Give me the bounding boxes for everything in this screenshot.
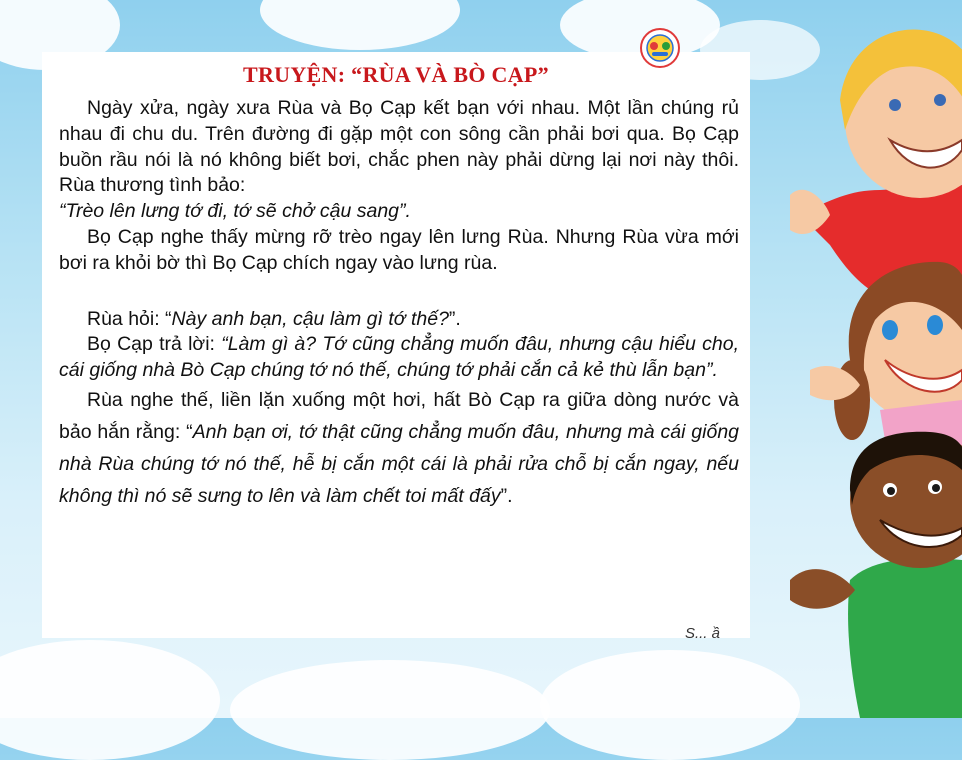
paragraph-3 (59, 307, 739, 333)
quote-turtle-offer: “Trèo lên lưng tớ đi, tớ sẽ chở cậu sang”. (59, 200, 411, 223)
quote-turtle-reply: Anh bạn ơi, tớ thật cũng chẳng muốn đâu, nhưng mà cái giống nhà Rùa chúng tớ nó thế, hễ bị cắn một cái là phải rửa chỗ bị cắn ngay, nếu không thì nó sẽ sưng to lên và làm chết toi mất đấy (59, 420, 740, 507)
p3-lead: Rùa hỏi: “ (87, 307, 172, 330)
paragraph-4 (59, 332, 739, 384)
story-body (59, 96, 739, 512)
p5-tail: ”. (500, 484, 513, 507)
quote-turtle-question: Này anh bạn, cậu làm gì tớ thế? (171, 307, 449, 330)
paragraph-5 (59, 384, 739, 512)
cartoon-kids-illustration (770, 0, 962, 718)
p3-tail: ”. (448, 307, 461, 330)
quote-scorpion-answer: “Làm gì à? Tớ cũng chẳng muốn đâu, nhưng cậu hiểu cho, cái giống nhà Bò Cạp chúng tớ nó thế, chúng tớ phải cắn cả kẻ thù lẫn bạn”. (59, 333, 739, 382)
p5-lead: Rùa nghe thế, liền lặn xuống một hơi, hất Bò Cạp ra giữa dòng nước và bảo hắn rằng: “ (59, 388, 739, 443)
paragraph-1-text: Ngày xửa, ngày xưa Rùa và Bọ Cạp kết bạn với nhau. Một lần chúng rủ nhau đi chu du. Trên đường đi gặp một con sông cần phải bơi qua. Bọ Cạp buồn rầu nói là nó không biết bơi, chắc phen này phải dừng lại nơi này thôi. Rùa thương tình bảo: (59, 97, 739, 197)
cloud-bottom-mid (230, 660, 550, 760)
paragraph-2-text: Bọ Cạp nghe thấy mừng rỡ trèo ngay lên lưng Rùa. Nhưng Rùa vừa mới bơi ra khỏi bờ thì Bọ Cạp chích ngay vào lưng rùa. (59, 225, 739, 274)
cloud-bottom-right (540, 650, 800, 760)
story-page (42, 52, 750, 638)
footer-cut-text: S... ầ (684, 625, 720, 638)
paragraph-2 (59, 225, 739, 277)
paragraph-1-quote (59, 199, 739, 225)
p4-lead: Bọ Cạp trả lời: (87, 333, 222, 356)
story-title: TRUYỆN: “RÙA VÀ BÒ CẠP” (243, 62, 549, 87)
paragraph-1 (59, 96, 739, 199)
school-logo-icon (640, 28, 680, 68)
cloud-top-mid (260, 0, 460, 50)
cloud-bottom-left (0, 640, 220, 760)
